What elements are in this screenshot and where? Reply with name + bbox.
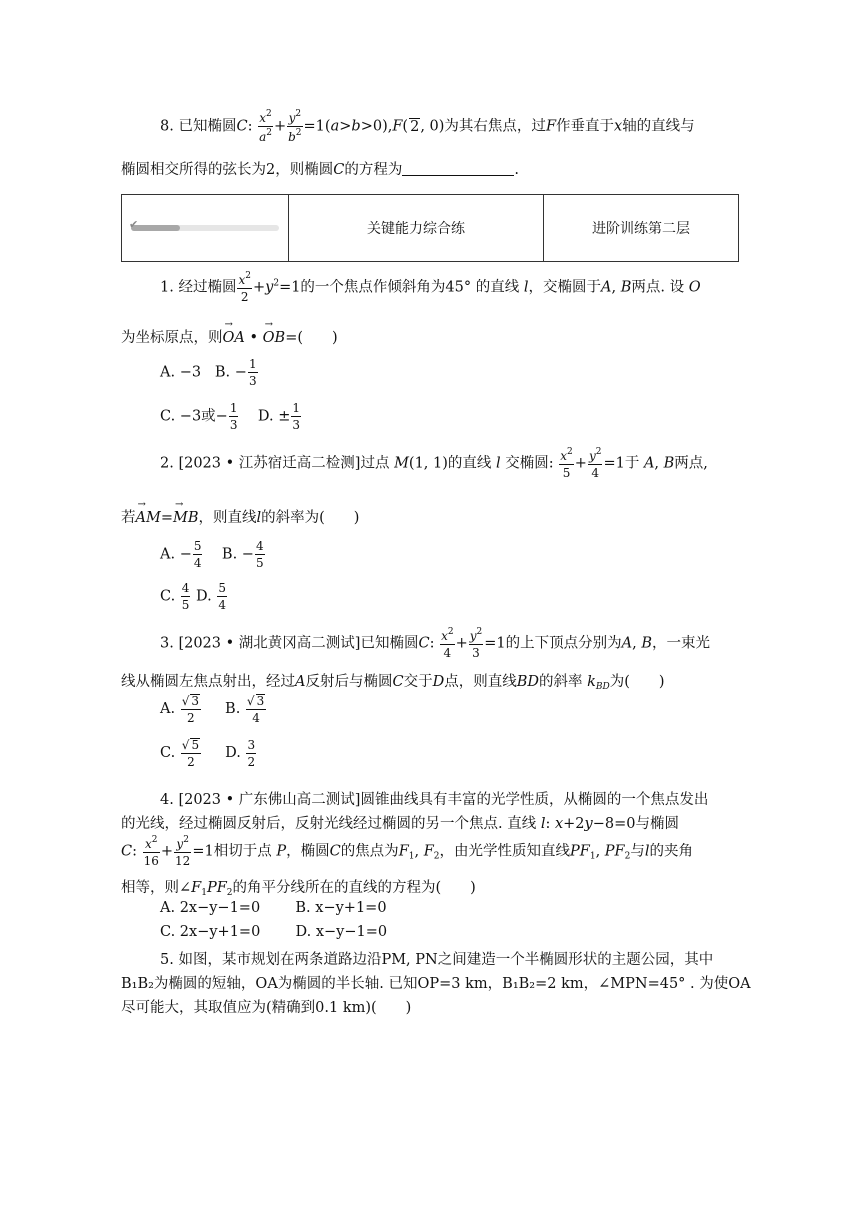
q3-line2: 线从椭圆左焦点射出，经过A反射后与椭圆C交于D点，则直线BD的斜率 $k_{BD}$为( ) [121, 674, 665, 692]
q5-line2: B₁B₂为椭圆的短轴，OA为椭圆的半长轴. 已知OP=3 km，B₁B₂=2 km，∠MPN=45° . 为使OA [121, 976, 751, 992]
q5-line1: 5. 如图，某市规划在两条道路边沿PM, PN之间建造一个半椭圆形状的主题公园，其中 [160, 952, 714, 968]
section-header [121, 194, 739, 262]
q3-options-ab: A. $\frac{√ 3}{2}$ B. $\frac{√ 3}{4}$ [160, 694, 265, 725]
q4-option-c[interactable]: C. 2x−y+1=0 [160, 924, 261, 940]
q2-option-a[interactable]: A. − [160, 546, 192, 563]
section-title: 关键能力综合练 [289, 195, 544, 262]
q4-line2: 的光线，经过椭圆反射后，反射光线经过椭圆的另一个焦点. 直线 l: x+2y−8=0与椭圆 [121, 816, 679, 832]
answer-blank[interactable] [402, 161, 514, 176]
q2-options-cd: C. $\frac{4}{5}$ D. $\frac{5}{4}$ [160, 581, 227, 612]
check-icon: ✔ [129, 218, 139, 231]
section-level: 进阶训练第二层 [544, 195, 739, 262]
q1-option-b[interactable]: B. − [214, 364, 247, 381]
q8-line2: 椭圆相交所得的弦长为2，则椭圆C的方程为 . [121, 162, 519, 178]
q4-option-a[interactable]: A. 2x−y−1=0 [160, 900, 261, 916]
q2-options-ab: A. − $\frac{5}{4}$ B. − $\frac{4}{5}$ [160, 539, 264, 570]
q1-option-d[interactable]: D. ± [257, 408, 291, 425]
q3-option-b[interactable]: B. [225, 701, 241, 717]
q4-options-cd [160, 924, 387, 940]
q3-option-c[interactable]: C. [160, 745, 176, 761]
q1-option-c[interactable]: C. −3或− [160, 408, 228, 425]
q2-option-d[interactable]: D. [196, 588, 212, 605]
q4-line3: C: $\frac{x^2}{16}$ + $\frac{y^2}{12}$ =1相切于点 P，椭圆C的焦点为$F_1$, $F_2$，由光学性质知直线$PF_1$, $PF_2$与l的夹角 [121, 835, 693, 868]
q2-option-c[interactable]: C. [160, 588, 176, 605]
q1-options-cd: C. −3或− $\frac{1}{3}$ D. ± $\frac{1}{3}$ [160, 401, 301, 432]
q3-option-d[interactable]: D. [225, 745, 241, 761]
q1-line2: 为坐标原点，则→ OA • → OB=( ) [121, 326, 338, 347]
q3-options-cd: C. $\frac{√ 5}{2}$ D. $\frac{3}{2}$ [160, 737, 256, 769]
q2-line2: 若→ AM=→ MB，则直线l的斜率为( ) [121, 506, 359, 527]
q8-line1: 8. 已知椭圆C: $\frac{x^2}{a^2}$ + $\frac{y^2}{b^2}$ =1(a>b>0),F( 2, 0)为其右焦点，过F作垂直于x轴的直线与 [160, 109, 695, 144]
q1-options-ab: A. −3 B. − $\frac{1}{3}$ [160, 357, 257, 388]
q4-option-d[interactable]: D. x−y−1=0 [295, 924, 388, 940]
progress-cell [122, 195, 289, 262]
q3-option-a[interactable]: A. [160, 701, 176, 717]
q4-line4: 相等，则$\angle F_1PF_2$的角平分线所在的直线的方程为( ) [121, 880, 476, 898]
q1-line1: 1. 经过椭圆 $\frac{x^2}{2}$ $+y^2=1$的一个焦点作倾斜角为45° 的直线 l，交椭圆于A, B两点. 设 O [160, 271, 701, 304]
q2-option-b[interactable]: B. − [221, 546, 254, 563]
progress-bar [129, 218, 279, 231]
progress-fill [131, 225, 180, 231]
q5-line3: 尽可能大，其取值应为(精确到0.1 km)( ) [121, 1000, 412, 1016]
q4-options-ab [160, 900, 387, 916]
q1-option-a[interactable]: A. −3 [160, 364, 202, 381]
q2-line1: 2. [2023 • 江苏宿迁高二检测]过点 M(1, 1)的直线 l 交椭圆: $\frac{x^2}{5}$ + $\frac{y^2}{4}$ =1于 A, B两点, [160, 447, 708, 480]
q3-line1: 3. [2023 • 湖北黄冈高二测试]已知椭圆C: $\frac{x^2}{4}$ + $\frac{y^2}{3}$ =1的上下顶点分别为A, B，一束光 [160, 627, 710, 660]
q4-option-b[interactable]: B. x−y+1=0 [295, 900, 387, 916]
q4-line1: 4. [2023 • 广东佛山高二测试]圆锥曲线具有丰富的光学性质，从椭圆的一个焦点发出 [160, 792, 709, 808]
